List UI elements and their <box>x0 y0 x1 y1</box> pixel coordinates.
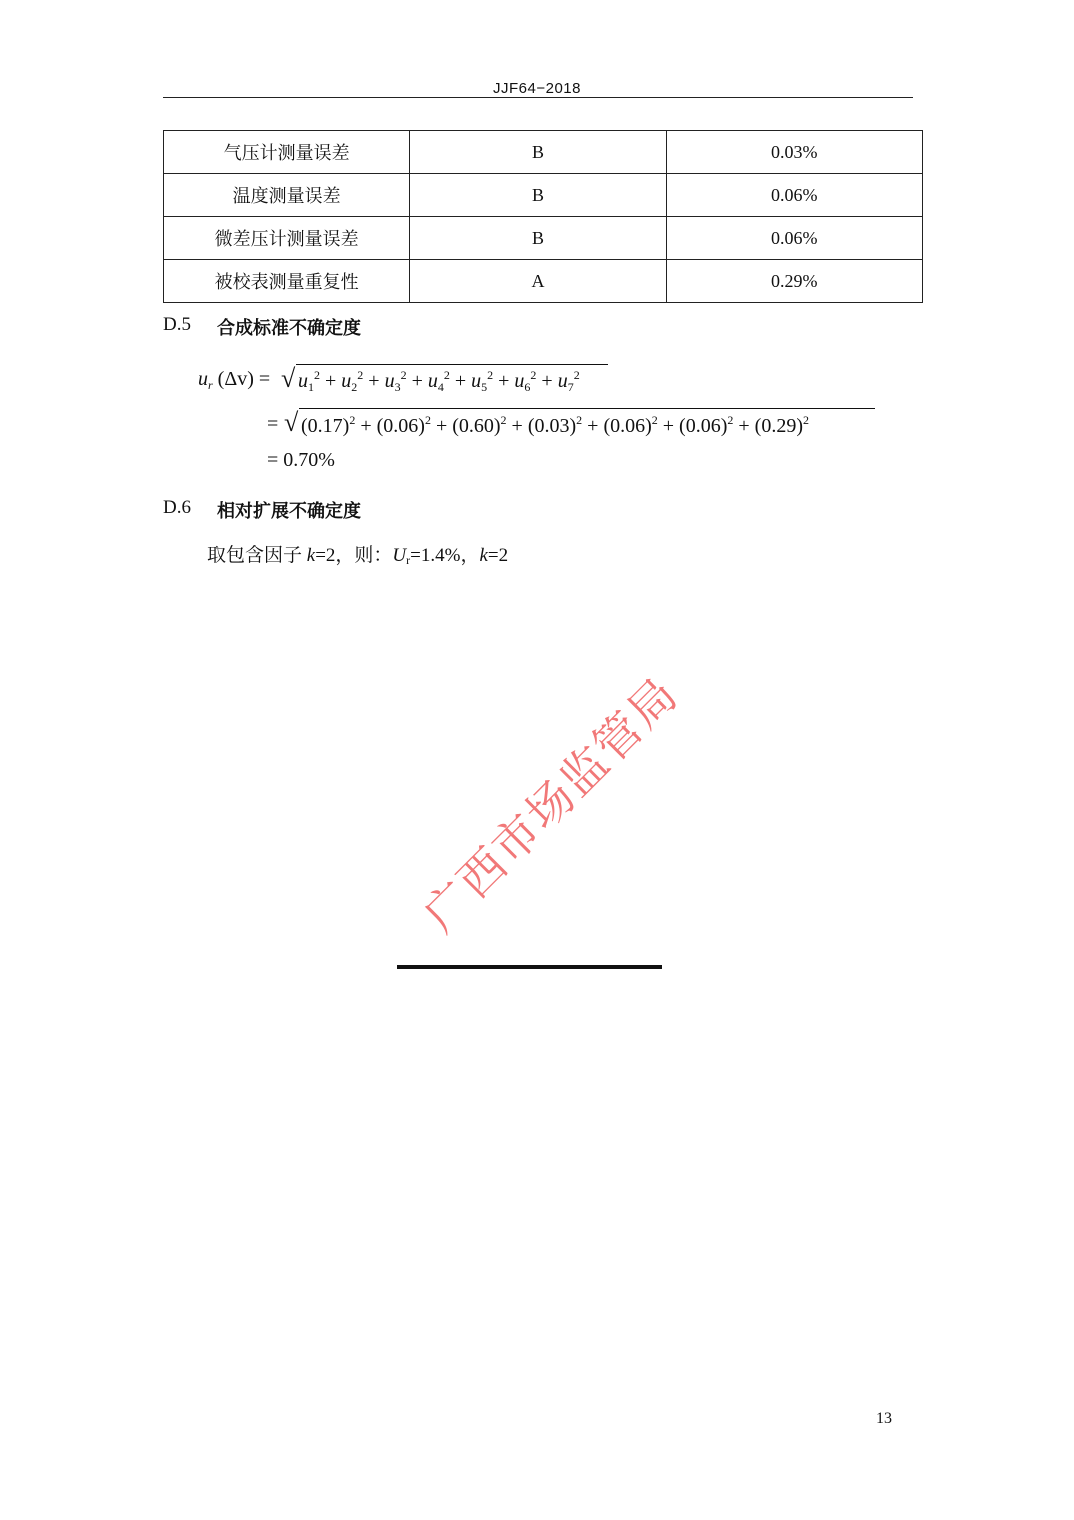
watermark-stamp: 广西市场监管局 <box>413 666 689 943</box>
equals-sign: = <box>267 413 279 435</box>
uncertainty-table <box>163 130 923 303</box>
sqrt-icon: √ <box>284 408 299 437</box>
header-rule <box>163 97 913 98</box>
cell-type: A <box>410 260 666 303</box>
plus-sign: + <box>363 370 385 392</box>
plus-sign: + <box>355 415 377 437</box>
formula-term: $u_2^2$ <box>341 368 364 394</box>
formula-term: $(0.06)^2$ <box>679 413 734 437</box>
formula-line-2 <box>301 413 809 438</box>
plus-sign: + <box>320 370 342 392</box>
plus-sign: + <box>506 415 528 437</box>
formula-term: $(0.17)^2$ <box>301 413 356 437</box>
section-number: D.5 <box>163 314 191 335</box>
section-number: D.6 <box>163 497 191 518</box>
cell-source: 被校表测量重复性 <box>164 260 410 303</box>
plus-sign: + <box>582 415 604 437</box>
table-row <box>164 260 923 303</box>
formula-term: $u_3^2$ <box>384 368 407 394</box>
plus-sign: + <box>430 415 453 437</box>
document-code: JJF64−2018 <box>493 80 581 97</box>
cell-source: 微差压计测量误差 <box>164 217 410 260</box>
cell-type: B <box>410 217 666 260</box>
cell-source: 温度测量误差 <box>164 174 410 217</box>
cell-value: 0.29% <box>666 260 922 303</box>
formula-term: $u_4^2$ <box>427 368 450 394</box>
sqrt-bar <box>299 408 875 409</box>
formula-term: $u_6^2$ <box>514 368 537 394</box>
end-rule <box>397 965 662 969</box>
section-title: 相对扩展不确定度 <box>217 501 361 522</box>
formula-line-1 <box>298 368 580 395</box>
table-row <box>164 131 923 174</box>
formula-result: = 0.70% <box>267 449 335 471</box>
section-heading-d6 <box>163 497 361 523</box>
page-number: 13 <box>876 1410 892 1427</box>
section-heading-d5 <box>163 314 361 340</box>
coverage-factor-paragraph: 取包含因子 k=2，则：$U_r=1.4\%$，k=2 <box>207 545 509 567</box>
cell-value: 0.06% <box>666 174 922 217</box>
formula-term: $u_5^2$ <box>471 368 494 394</box>
section-title: 合成标准不确定度 <box>217 318 361 339</box>
plus-sign: + <box>733 415 755 437</box>
plus-sign: + <box>493 370 515 392</box>
formula-term: $(0.03)^2$ <box>527 413 583 437</box>
formula-term: $u_1^2$ <box>298 368 320 394</box>
cell-value: 0.06% <box>666 217 922 260</box>
table-row <box>164 217 923 260</box>
formula-term: $u_7^2$ <box>557 368 580 394</box>
cell-type: B <box>410 131 666 174</box>
plus-sign: + <box>406 370 428 392</box>
plus-sign: + <box>657 415 680 437</box>
cell-value: 0.03% <box>666 131 922 174</box>
formula-lhs: $u_r$ (Δv) = <box>198 368 271 392</box>
plus-sign: + <box>449 370 472 392</box>
cell-type: B <box>410 174 666 217</box>
sqrt-icon: √ <box>281 364 296 393</box>
sqrt-bar <box>296 364 608 365</box>
formula-term: $(0.29)^2$ <box>754 413 809 437</box>
plus-sign: + <box>536 370 558 392</box>
table-row <box>164 174 923 217</box>
formula-term: $(0.60)^2$ <box>452 413 507 437</box>
cell-source: 气压计测量误差 <box>164 131 410 174</box>
formula-term: $(0.06)^2$ <box>603 413 658 437</box>
formula-term: $(0.06)^2$ <box>376 413 431 437</box>
